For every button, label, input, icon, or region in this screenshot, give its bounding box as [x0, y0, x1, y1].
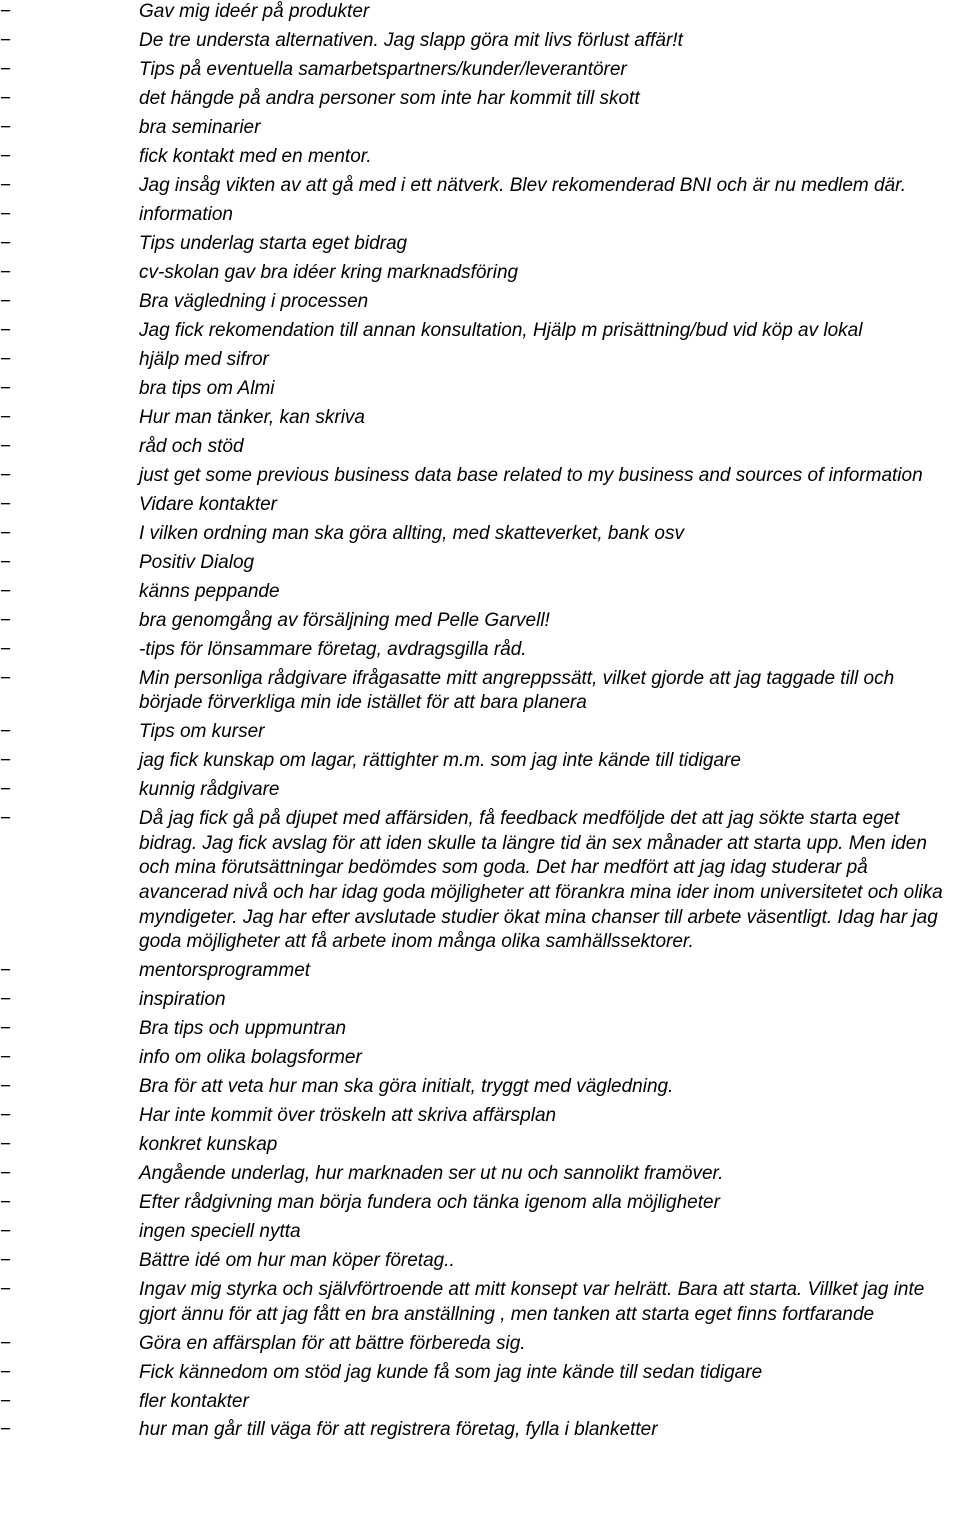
bullet-dash: − [0, 1105, 12, 1127]
bullet-dash: − [0, 464, 12, 486]
bullet-dash: − [0, 406, 12, 428]
list-item-text: Min personliga rådgivare ifrågasatte mitt angreppssätt, vilket gjorde att jag taggade till och började förverkliga min ide istället för att bara planera [139, 667, 895, 714]
list-item-text: Ingav mig styrka och självförtroende att mitt konsept var helrätt. Bara att starta. Villket jag inte gjort ännu för att jag fått en bra anställning , men tanken att starta eget finns fortfarande [139, 1278, 925, 1325]
list-item [0, 667, 960, 716]
bullet-dash: − [0, 551, 12, 573]
bullet-dash: − [0, 203, 12, 225]
bullet-dash: − [0, 1419, 12, 1441]
list-item [0, 1418, 960, 1443]
list-item-text: Bättre idé om hur man köper företag.. [139, 1249, 455, 1271]
list-item [0, 406, 960, 431]
bullet-dash: − [0, 232, 12, 254]
list-item [0, 720, 960, 745]
list-item [0, 1017, 960, 1042]
bullet-dash: − [0, 1076, 12, 1098]
list-item [0, 1133, 960, 1158]
list-item [0, 377, 960, 402]
list-item-text: fler kontakter [139, 1390, 249, 1412]
bullet-dash: − [0, 290, 12, 312]
list-item-text: konkret kunskap [139, 1134, 278, 1156]
list-item [0, 348, 960, 373]
bullet-dash: − [0, 1278, 12, 1300]
list-item-text: bra seminarier [139, 116, 261, 138]
bullet-dash: − [0, 721, 12, 743]
bullet-dash: − [0, 1047, 12, 1069]
bullet-dash: − [0, 1249, 12, 1271]
list-item-text: cv-skolan gav bra idéer kring marknadsföring [139, 261, 519, 283]
list-item-text: Göra en affärsplan för att bättre förbereda sig. [139, 1332, 526, 1354]
bullet-dash: − [0, 1163, 12, 1185]
list-item-text: Efter rådgivning man börja fundera och tänka igenom alla möjligheter [139, 1192, 720, 1213]
bullet-dash: − [0, 116, 12, 138]
list-item [0, 145, 960, 170]
bullet-dash: − [0, 609, 12, 631]
list-item [0, 959, 960, 984]
list-item-text: Jag insåg vikten av att gå med i ett nätverk. Blev rekomenderad BNI och är nu medlem där. [139, 174, 907, 196]
list-item-text: Fick kännedom om stöd jag kunde få som jag inte kände till sedan tidigare [139, 1361, 763, 1383]
list-item [0, 435, 960, 460]
bullet-dash: − [0, 1134, 12, 1156]
list-item-text: Positiv Dialog [139, 551, 255, 573]
list-item-text: råd och stöd [139, 435, 244, 457]
list-item [0, 1390, 960, 1415]
bullet-dash: − [0, 1332, 12, 1354]
bullet-dash: − [0, 580, 12, 602]
list-item-text: inspiration [139, 989, 226, 1011]
list-item [0, 1361, 960, 1386]
list-item-text: det hängde på andra personer som inte har kommit till skott [139, 87, 640, 109]
list-item [0, 638, 960, 663]
bullet-dash: − [0, 435, 12, 457]
list-item [0, 58, 960, 83]
list-item-text: bra tips om Almi [139, 377, 275, 399]
list-item [0, 988, 960, 1013]
list-item-text: Bra tips och uppmuntran [139, 1018, 347, 1040]
bullet-dash: − [0, 638, 12, 660]
list-item [0, 1046, 960, 1071]
bullet-dash: − [0, 377, 12, 399]
list-item [0, 1104, 960, 1129]
list-item [0, 1191, 960, 1216]
list-item [0, 203, 960, 228]
list-item [0, 1162, 960, 1187]
bullet-dash: − [0, 989, 12, 1011]
list-item-text: I vilken ordning man ska göra allting, med skatteverket, bank osv [139, 522, 684, 544]
list-item-text: Då jag fick gå på djupet med affärsiden, få feedback medföljde det att jag sökte starta eget bidrag. Jag fick avslag för att iden skulle ta längre tid än sex månader att starta upp. Men iden och mina förutsättningar bedömdes som goda. Det har medfört att jag idag studerar på avancerad nivå och har idag goda möjligheter att förankra mina ider inom universitetet och olika myndigeter. Jag har efter avslutade studier ökat mina chanser till arbete väsentligt. Idag har jag goda möjligheter att få arbete inom många olika samhällssektorer. [139, 808, 943, 953]
list-item [0, 290, 960, 315]
list-item-text: -tips för lönsammare företag, avdragsgilla råd. [139, 638, 527, 660]
list-item-text: kunnig rådgivare [139, 779, 280, 801]
list-item [0, 29, 960, 54]
list-item [0, 232, 960, 257]
list-item [0, 1220, 960, 1245]
list-item [0, 1075, 960, 1100]
list-item-text: Bra vägledning i processen [139, 290, 369, 312]
list-item [0, 778, 960, 803]
list-item-text: jag fick kunskap om lagar, rättighter m.m. som jag inte kände till tidigare [139, 750, 741, 772]
list-item-text: just get some previous business data base related to my business and sources of information [139, 464, 923, 486]
bullet-dash: − [0, 1220, 12, 1242]
bullet-dash: − [0, 808, 12, 830]
list-item-text: Bra för att veta hur man ska göra initialt, tryggt med vägledning. [139, 1076, 674, 1098]
bullet-dash: − [0, 29, 12, 51]
list-item [0, 609, 960, 634]
list-item [0, 749, 960, 774]
list-item-text: info om olika bolagsformer [139, 1047, 362, 1069]
list-item-text: fick kontakt med en mentor. [139, 145, 372, 167]
list-item [0, 580, 960, 605]
list-item-text: Tips på eventuella samarbetspartners/kunder/leverantörer [139, 58, 627, 80]
bullet-dash: − [0, 1018, 12, 1040]
bullet-dash: − [0, 960, 12, 982]
list-item-text: bra genomgång av försäljning med Pelle Garvell! [139, 609, 550, 631]
list-item [0, 0, 960, 25]
list-item-text: Tips om kurser [139, 721, 265, 743]
list-item-text: information [139, 203, 233, 225]
list-item-text: Angående underlag, hur marknaden ser ut nu och sannolikt framöver. [139, 1163, 724, 1185]
bullet-dash: − [0, 1390, 12, 1412]
list-item [0, 319, 960, 344]
bullet-dash: − [0, 319, 12, 341]
list-item-text: De tre understa alternativen. Jag slapp göra mit livs förlust affär!t [139, 29, 683, 51]
bullet-dash: − [0, 348, 12, 370]
bullet-dash: − [0, 58, 12, 80]
list-item [0, 174, 960, 199]
bullet-dash: − [0, 522, 12, 544]
list-item-text: Tips underlag starta eget bidrag [139, 232, 408, 254]
list-item [0, 1249, 960, 1274]
bullet-dash: − [0, 87, 12, 109]
list-item-text: mentorsprogrammet [139, 960, 311, 982]
list-item-text: Jag fick rekomendation till annan konsultation, Hjälp m prisättning/bud vid köp av lokal [139, 319, 863, 341]
list-item [0, 261, 960, 286]
bullet-dash: − [0, 779, 12, 801]
list-item-text: hur man går till väga för att registrera företag, fylla i blanketter [139, 1419, 658, 1441]
list-item-text: hjälp med sifror [139, 348, 269, 370]
bullet-dash: − [0, 1192, 12, 1213]
list-item-text: Har inte kommit över tröskeln att skriva affärsplan [139, 1105, 557, 1127]
list-item [0, 1332, 960, 1357]
bullet-dash: − [0, 145, 12, 167]
list-item-text: Hur man tänker, kan skriva [139, 406, 365, 428]
list-item-text: ingen speciell nytta [139, 1220, 301, 1242]
list-item [0, 116, 960, 141]
list-item-text: känns peppande [139, 580, 280, 602]
bullet-dash: − [0, 750, 12, 772]
list-item [0, 464, 960, 489]
list-item-text: Vidare kontakter [139, 493, 278, 515]
list-item [0, 493, 960, 518]
bullet-dash: − [0, 261, 12, 283]
bullet-dash: − [0, 1361, 12, 1383]
list-item [0, 522, 960, 547]
list-item [0, 87, 960, 112]
bullet-dash: − [0, 493, 12, 515]
bullet-dash: − [0, 667, 12, 689]
bullet-dash: − [0, 174, 12, 196]
list-item [0, 1278, 960, 1327]
bullet-dash: − [0, 1, 12, 22]
list-item [0, 551, 960, 576]
list-item [0, 807, 960, 955]
list-item-text: Gav mig ideér på produkter [139, 1, 370, 22]
